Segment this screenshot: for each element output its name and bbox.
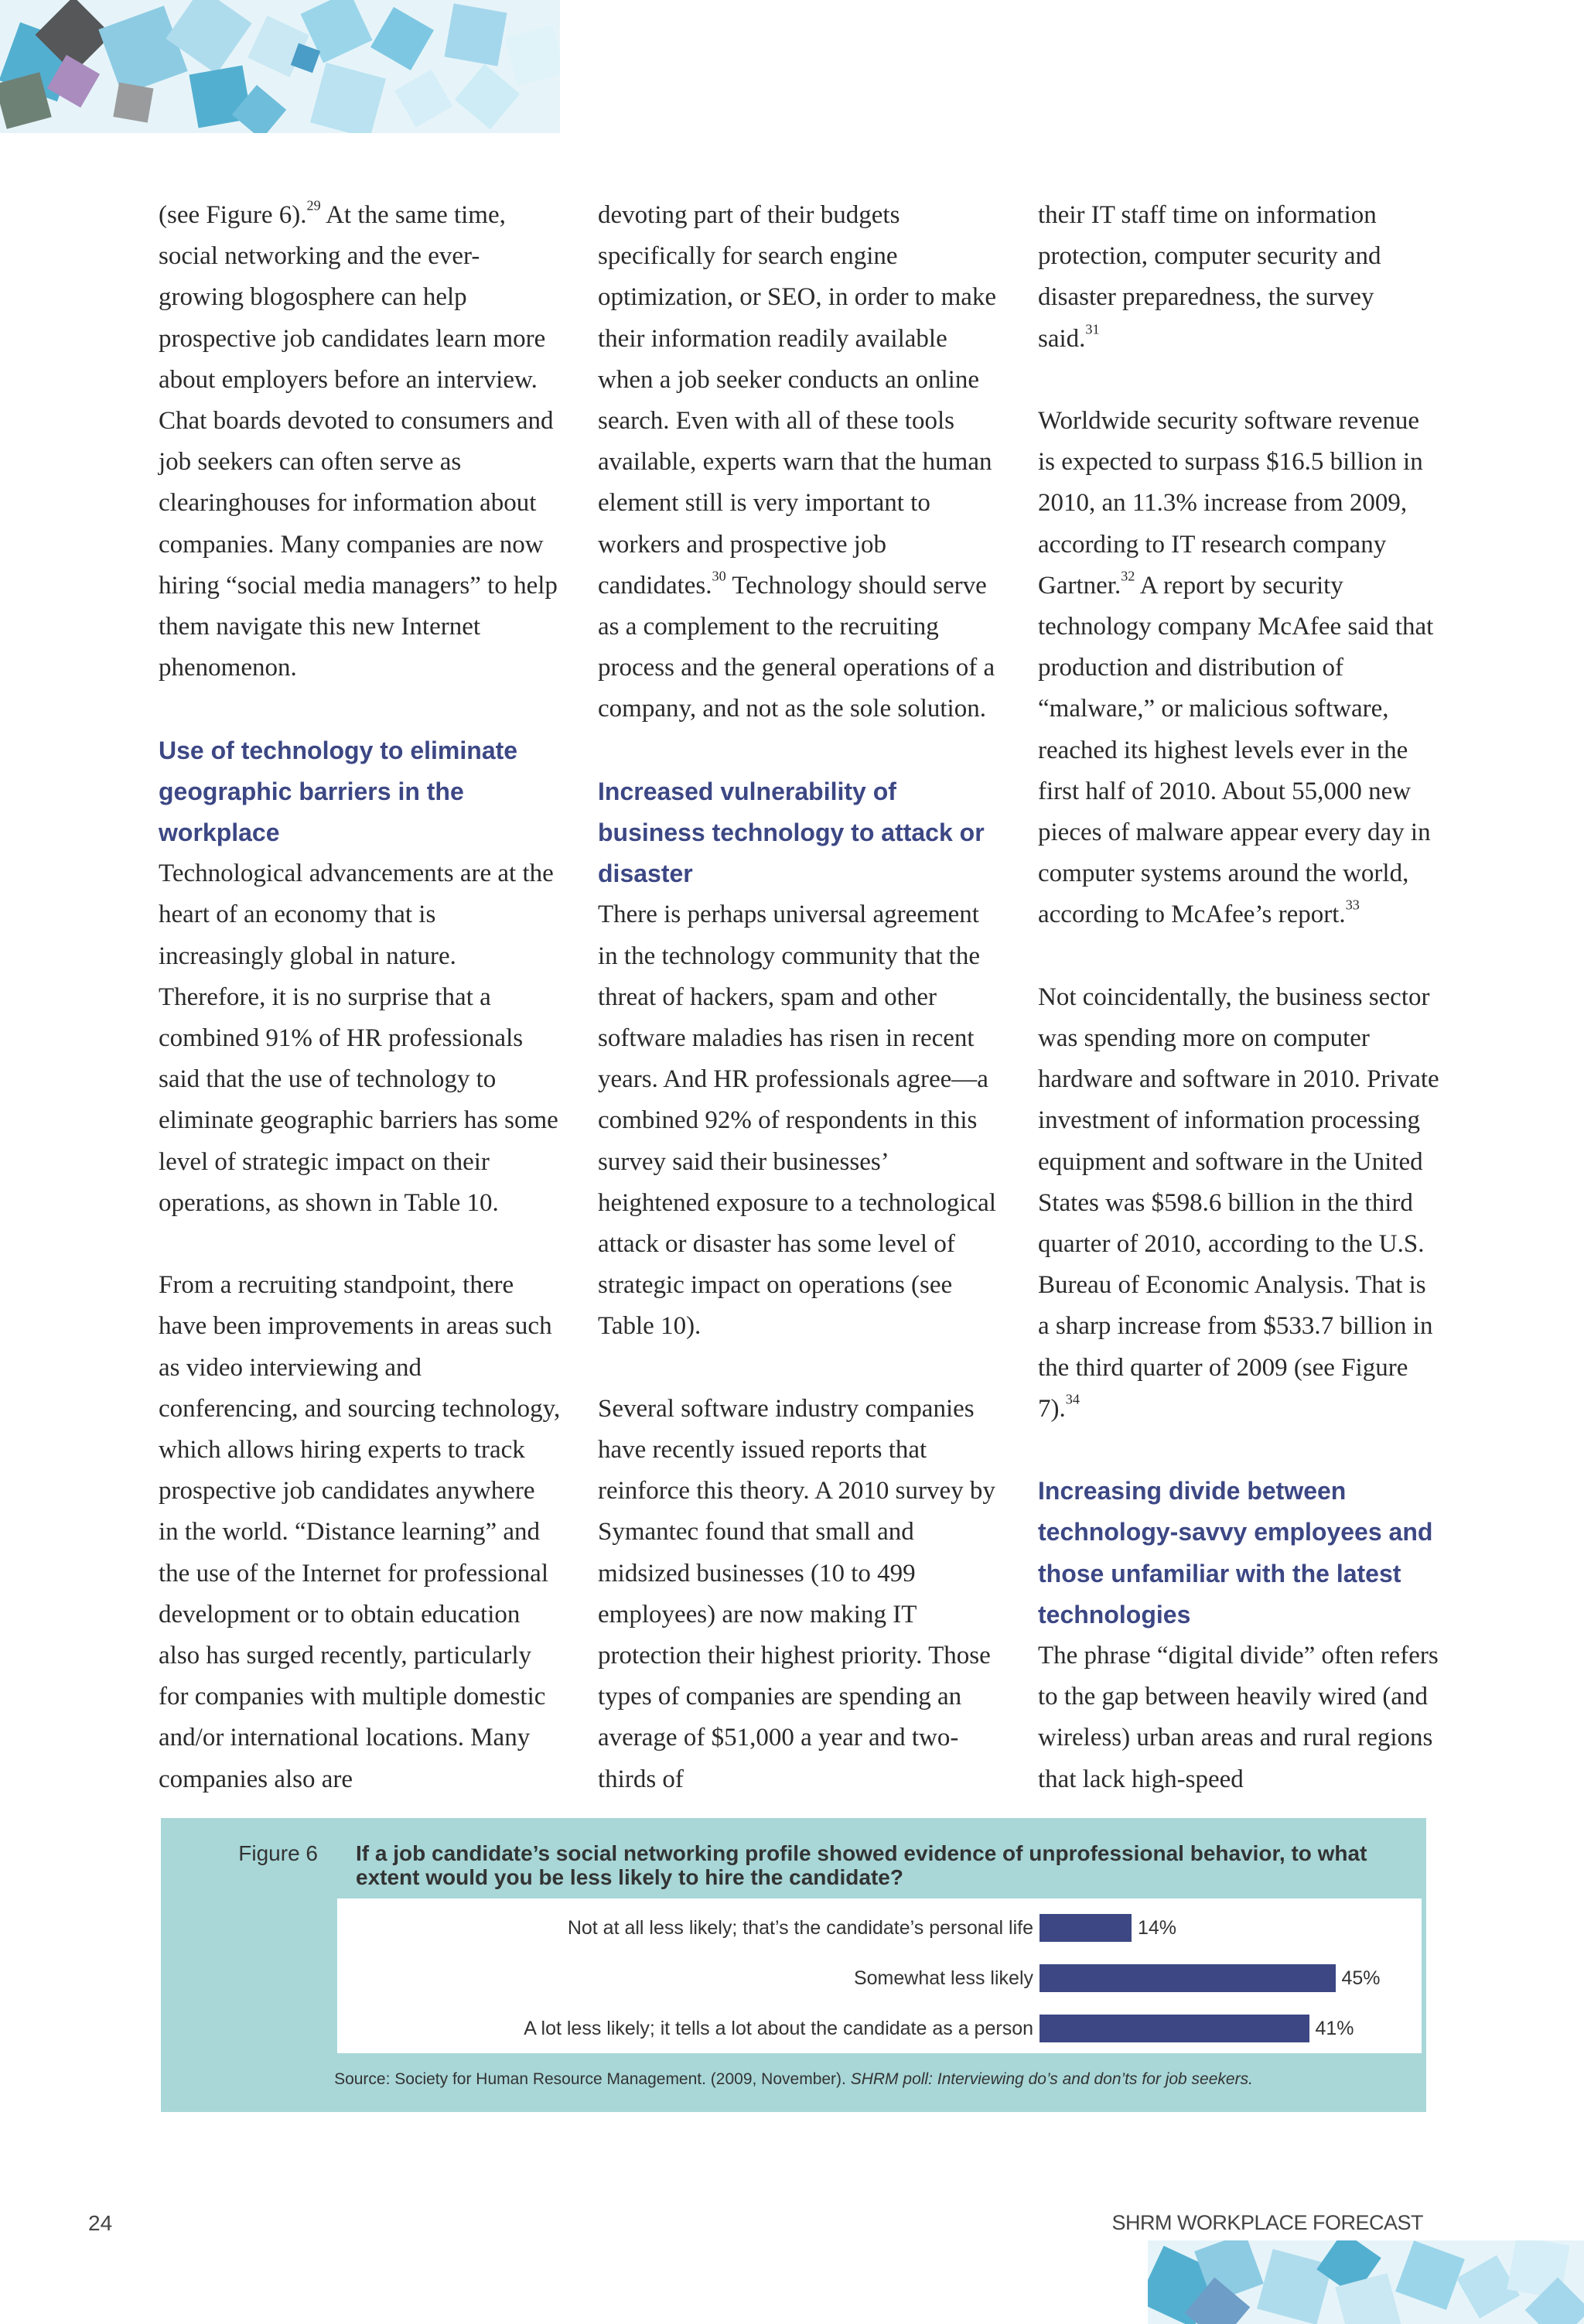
data-label: 14%	[1138, 1917, 1177, 1939]
category-label: Somewhat less likely	[853, 1967, 1033, 1989]
paragraph: There is perhaps universal agreement in the technology community that the threat of hackers, spam and other software maladies has risen in recent years. And HR professionals agree—a combined 92% of respondents in this survey said their businesses’ heightened exposure to a technological attack or disaster has some level of strategic impact on operations (see Table 10).	[598, 901, 996, 1341]
section-heading: Increased vulnerability of business technology to attack or disaster	[598, 777, 985, 888]
paragraph: (see Figure 6).$^{29}$ At the same time, social networking and the ever-growing blogosphere can help prospective job candidates learn more about employers before an interview. Chat boards devoted to consumers and job seekers can often serve as clearinghouses for information about companies. Many companies are now hiring “social media managers” to help them navigate this new Internet phenomenon.	[159, 197, 558, 682]
bar	[1040, 2015, 1309, 2042]
bar	[1040, 1914, 1132, 1942]
paragraph: Several software industry companies have recently issued reports that reinforce this theory. A 2010 survey by Symantec found that small and midsized businesses (10 to 499 employees) are now making IT protection their highest priority. Those types of companies are spending an average of $51,000 a year and two-thirds of	[598, 1394, 995, 1793]
figure-label: Figure 6	[238, 1841, 318, 1865]
paragraph: The phrase “digital divide” often refers to the gap between heavily wired (and wireless) urban areas and rural regions that lack high-speed	[1038, 1642, 1439, 1793]
decorative-mosaic-bottom	[1148, 2240, 1584, 2324]
bar-chart	[337, 1899, 1422, 2053]
chart-title: If a job candidate’s social networking profile showed evidence of unprofessional behavior, to what extent would you be less likely to hire the candidate?	[356, 1841, 1367, 1889]
text-column-1	[159, 195, 561, 1800]
data-label: 45%	[1341, 1967, 1381, 1989]
category-label: Not at all less likely; that’s the candidate’s personal life	[567, 1917, 1033, 1939]
section-heading: Use of technology to eliminate geographic barriers in the workplace	[159, 736, 518, 847]
running-title: SHRM WORKPLACE FORECAST	[1111, 2211, 1423, 2234]
paragraph: From a recruiting standpoint, there have been improvements in areas such as video interviewing and conferencing, and sourcing technology, which allows hiring experts to track prospective job candidates anywhere in the world. “Distance learning” and the use of the Internet for professional development or to obtain education also has surged recently, particularly for companies with multiple domestic and/or international locations. Many companies also are	[159, 1271, 561, 1793]
paragraph: devoting part of their budgets specifically for search engine optimization, or SEO, in order to make their information readily available when a job seeker conducts an online search. Even with all of these tools available, experts warn that the human element still is very important to workers and prospective job candidates.$^{30}$ Technology should serve as a complement to the recruiting process and the general operations of a company, and not as the sole solution.	[598, 201, 997, 723]
page-number: 24	[88, 2211, 113, 2235]
decorative-mosaic-top	[0, 0, 560, 133]
category-label: A lot less likely; it tells a lot about the candidate as a person	[524, 2018, 1033, 2039]
bar	[1040, 1964, 1336, 1992]
section-heading: Increasing divide between technology-savvy employees and those unfamiliar with the latest technologies	[1038, 1477, 1433, 1629]
paragraph: Worldwide security software revenue is expected to surpass $16.5 billion in 2010, an 11.3% increase from 2009, according to IT research company Gartner.$^{32}$ A report by security technology company McAfee said that production and distribution of “malware,” or malicious software, reached its highest levels ever in the first half of 2010. About 55,000 new pieces of malware appear every day in computer systems around the world, according to McAfee’s report.$^{33}$	[1038, 407, 1434, 929]
text-column-3	[1038, 195, 1440, 1800]
figure-source: Source: Society for Human Resource Management. (2009, November). SHRM poll: Interviewing do’s and don’ts for job seekers.	[334, 2070, 1253, 2088]
paragraph: their IT staff time on information protection, computer security and disaster preparedness, the survey said.$^{31}$	[1038, 201, 1381, 353]
figure-6	[161, 1818, 1426, 2112]
data-label: 41%	[1315, 2018, 1354, 2039]
paragraph: Not coincidentally, the business sector was spending more on computer hardware and software in 2010. Private investment of information processing equipment and software in the United States was $598.6 billion in the third quarter of 2010, according to the U.S. Bureau of Economic Analysis. That is a sharp increase from $533.7 billion in the third quarter of 2009 (see Figure 7).$^{34}$	[1038, 983, 1439, 1423]
paragraph: Technological advancements are at the heart of an economy that is increasingly global in nature. Therefore, it is no surprise that a combined 91% of HR professionals said that the use of technology to eliminate geographic barriers has some level of strategic impact on their operations, as shown in Table 10.	[159, 860, 558, 1217]
text-column-2	[598, 195, 1000, 1800]
